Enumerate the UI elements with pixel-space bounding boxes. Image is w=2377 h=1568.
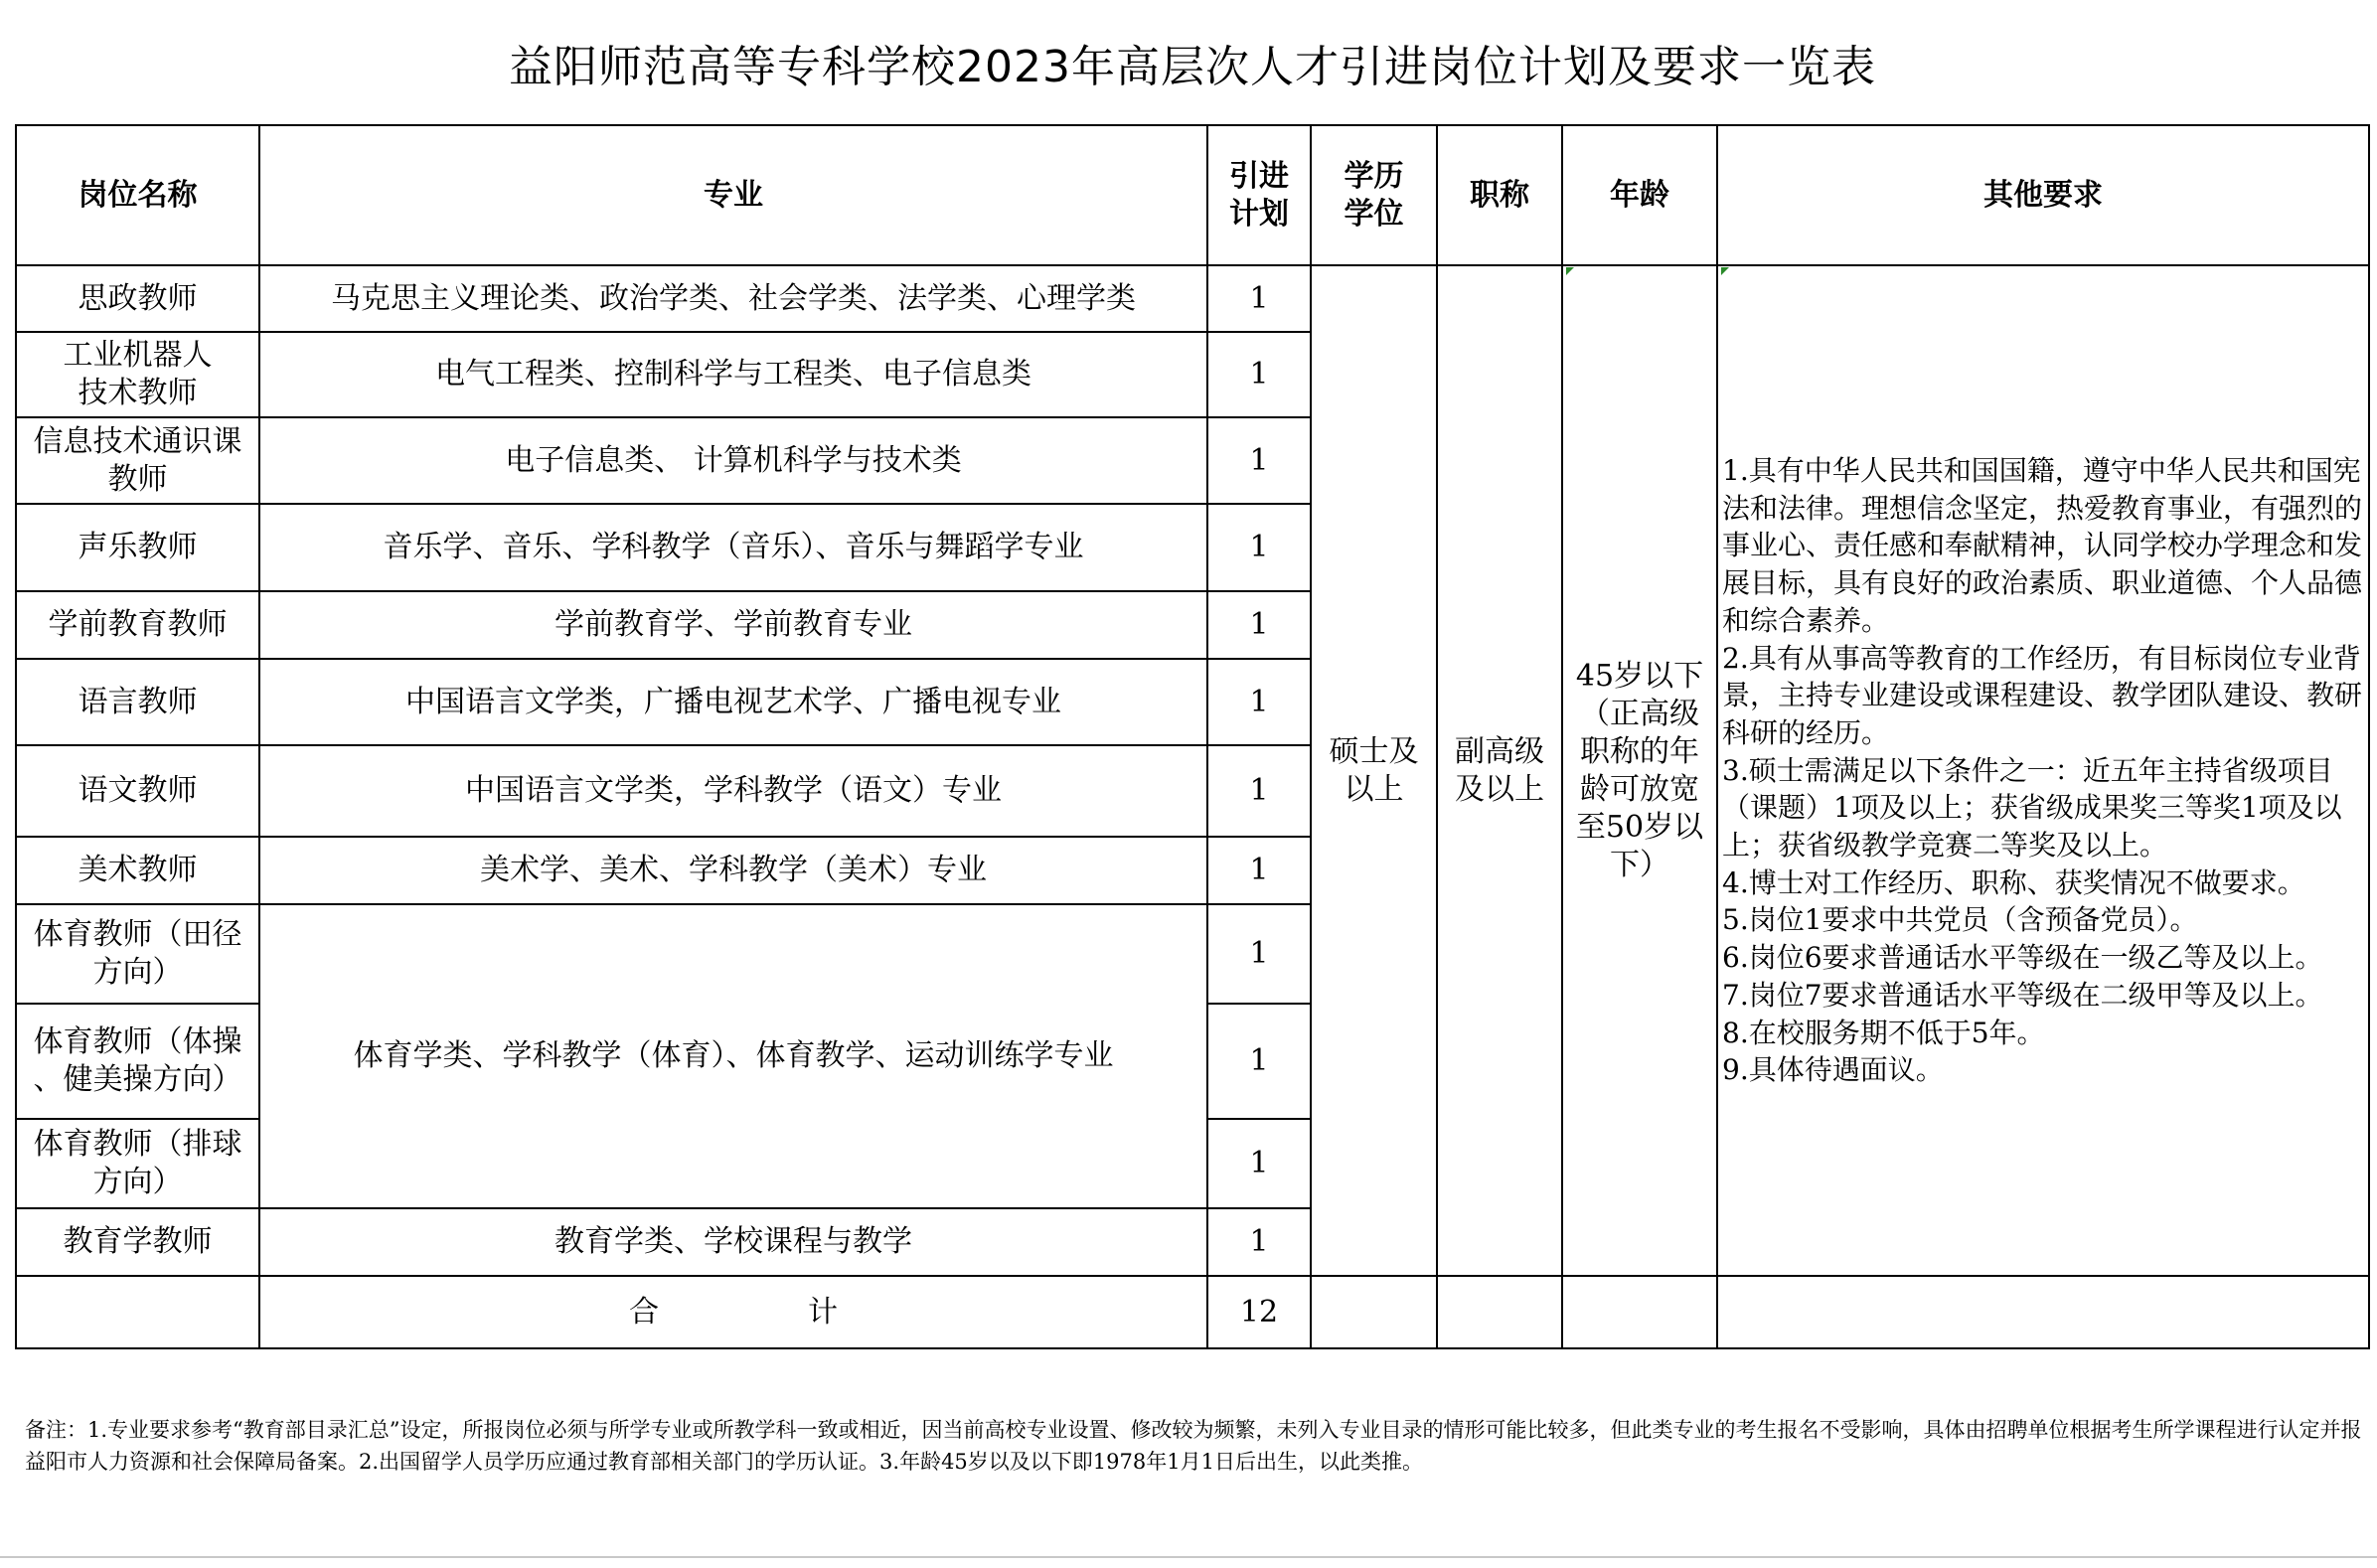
header-plan: 引进 计划 xyxy=(1207,125,1311,265)
position-cell: 体育教师（田径 方向） xyxy=(16,904,259,1004)
position-cell: 语文教师 xyxy=(16,745,259,837)
cell-marker xyxy=(1566,267,1574,275)
total-value: 12 xyxy=(1207,1276,1311,1348)
header-age: 年龄 xyxy=(1562,125,1717,265)
total-label-a: 合 xyxy=(629,1294,659,1330)
plan-cell: 1 xyxy=(1207,504,1311,591)
position-cell: 体育教师（体操 、健美操方向） xyxy=(16,1004,259,1119)
requirement-item: 9.具体待遇面议。 xyxy=(1722,1053,1944,1087)
requirement-item: 7.岗位7要求普通话水平等级在二级甲等及以上。 xyxy=(1722,978,2323,1012)
requirement-item: 5.岗位1要求中共党员（含预备党员）。 xyxy=(1722,903,2198,937)
total-empty-cell xyxy=(1311,1276,1437,1348)
total-label xyxy=(259,1276,1207,1348)
positions-table xyxy=(15,124,2370,1349)
requirement-item: 2.具有从事高等教育的工作经历，有目标岗位专业背景，主持专业建设或课程建设、教学团队建设、教研科研的经历。 xyxy=(1722,641,2363,749)
other-requirements-cell xyxy=(1717,265,2369,1276)
education-cell: 硕士及 以上 xyxy=(1311,265,1437,1276)
page-title: 益阳师范高等专科学校2023年高层次人才引进岗位计划及要求一览表 xyxy=(15,0,2370,126)
header-position: 岗位名称 xyxy=(16,125,259,265)
footnote: 备注：1.专业要求参考“教育部目录汇总”设定，所报岗位必须与所学专业或所教学科一致或相近，因当前高校专业设置、修改较为频繁，未列入专业目录的情形可能比较多，但此类专业的考生报名不受影响，具体由招聘单位根据考生所学课程进行认定并报益阳市人力资源和社会保障局备案。2.出国留学人员学历应通过教育部相关部门的学历认证。3.年龄45岁以及以下即1978年1月1日后出生，以此类推。 xyxy=(25,1418,2362,1474)
position-cell: 信息技术通识课 教师 xyxy=(16,417,259,504)
age-cell: 45岁以下 （正高级 职称的年 龄可放宽 至50岁以 下） xyxy=(1562,265,1717,1276)
major-cell: 中国语言文学类，学科教学（语文）专业 xyxy=(259,745,1207,837)
position-cell: 教育学教师 xyxy=(16,1208,259,1276)
position-cell: 学前教育教师 xyxy=(16,591,259,659)
total-empty-cell xyxy=(16,1276,259,1348)
position-cell: 语言教师 xyxy=(16,659,259,745)
plan-cell: 1 xyxy=(1207,417,1311,504)
plan-cell: 1 xyxy=(1207,659,1311,745)
plan-cell: 1 xyxy=(1207,745,1311,837)
requirement-item: 1.具有中华人民共和国国籍，遵守中华人民共和国宪法和法律。理想信念坚定，热爱教育事业，有强烈的事业心、责任感和奉献精神，认同学校办学理念和发展目标，具有良好的政治素质、职业道德、个人品德和综合素养。 xyxy=(1722,454,2363,637)
major-cell: 学前教育学、学前教育专业 xyxy=(259,591,1207,659)
plan-cell: 1 xyxy=(1207,1208,1311,1276)
requirement-item: 4.博士对工作经历、职称、获奖情况不做要求。 xyxy=(1722,865,2305,899)
plan-cell: 1 xyxy=(1207,591,1311,659)
total-label-b: 计 xyxy=(808,1294,838,1330)
header-education: 学历 学位 xyxy=(1311,125,1437,265)
header-row xyxy=(16,125,2369,265)
major-cell: 美术学、美术、学科教学（美术）专业 xyxy=(259,837,1207,904)
major-cell: 电气工程类、控制科学与工程类、电子信息类 xyxy=(259,332,1207,417)
position-cell: 美术教师 xyxy=(16,837,259,904)
major-cell-pe: 体育学类、学科教学（体育）、体育教学、运动训练学专业 xyxy=(259,904,1207,1208)
plan-cell: 1 xyxy=(1207,332,1311,417)
total-empty-cell xyxy=(1562,1276,1717,1348)
major-cell: 中国语言文学类，广播电视艺术学、广播电视专业 xyxy=(259,659,1207,745)
major-cell: 教育学类、学校课程与教学 xyxy=(259,1208,1207,1276)
total-empty-cell xyxy=(1437,1276,1562,1348)
plan-cell: 1 xyxy=(1207,1119,1311,1208)
plan-cell: 1 xyxy=(1207,837,1311,904)
cell-marker xyxy=(1721,267,1729,275)
position-cell: 体育教师（排球 方向） xyxy=(16,1119,259,1208)
table-row xyxy=(16,265,2369,332)
requirement-item: 3.硕士需满足以下条件之一：近五年主持省级项目（课题）1项及以上；获省级成果奖三等奖1项及以上；获省级教学竞赛二等奖及以上。 xyxy=(1722,753,2342,862)
total-empty-cell xyxy=(1717,1276,2369,1348)
position-cell: 工业机器人 技术教师 xyxy=(16,332,259,417)
total-row xyxy=(16,1276,2369,1348)
position-cell: 思政教师 xyxy=(16,265,259,332)
title-rank-cell: 副高级 及以上 xyxy=(1437,265,1562,1276)
plan-cell: 1 xyxy=(1207,265,1311,332)
major-cell: 马克思主义理论类、政治学类、社会学类、法学类、心理学类 xyxy=(259,265,1207,332)
header-title-rank: 职称 xyxy=(1437,125,1562,265)
header-major: 专业 xyxy=(259,125,1207,265)
major-cell: 电子信息类、 计算机科学与技术类 xyxy=(259,417,1207,504)
requirement-item: 8.在校服务期不低于5年。 xyxy=(1722,1016,2045,1049)
header-other: 其他要求 xyxy=(1717,125,2369,265)
position-cell: 声乐教师 xyxy=(16,504,259,591)
plan-cell: 1 xyxy=(1207,1004,1311,1119)
page-bottom-line xyxy=(0,1556,2377,1558)
plan-cell: 1 xyxy=(1207,904,1311,1004)
requirement-item: 6.岗位6要求普通话水平等级在一级乙等及以上。 xyxy=(1722,941,2323,975)
major-cell: 音乐学、音乐、学科教学（音乐）、音乐与舞蹈学专业 xyxy=(259,504,1207,591)
